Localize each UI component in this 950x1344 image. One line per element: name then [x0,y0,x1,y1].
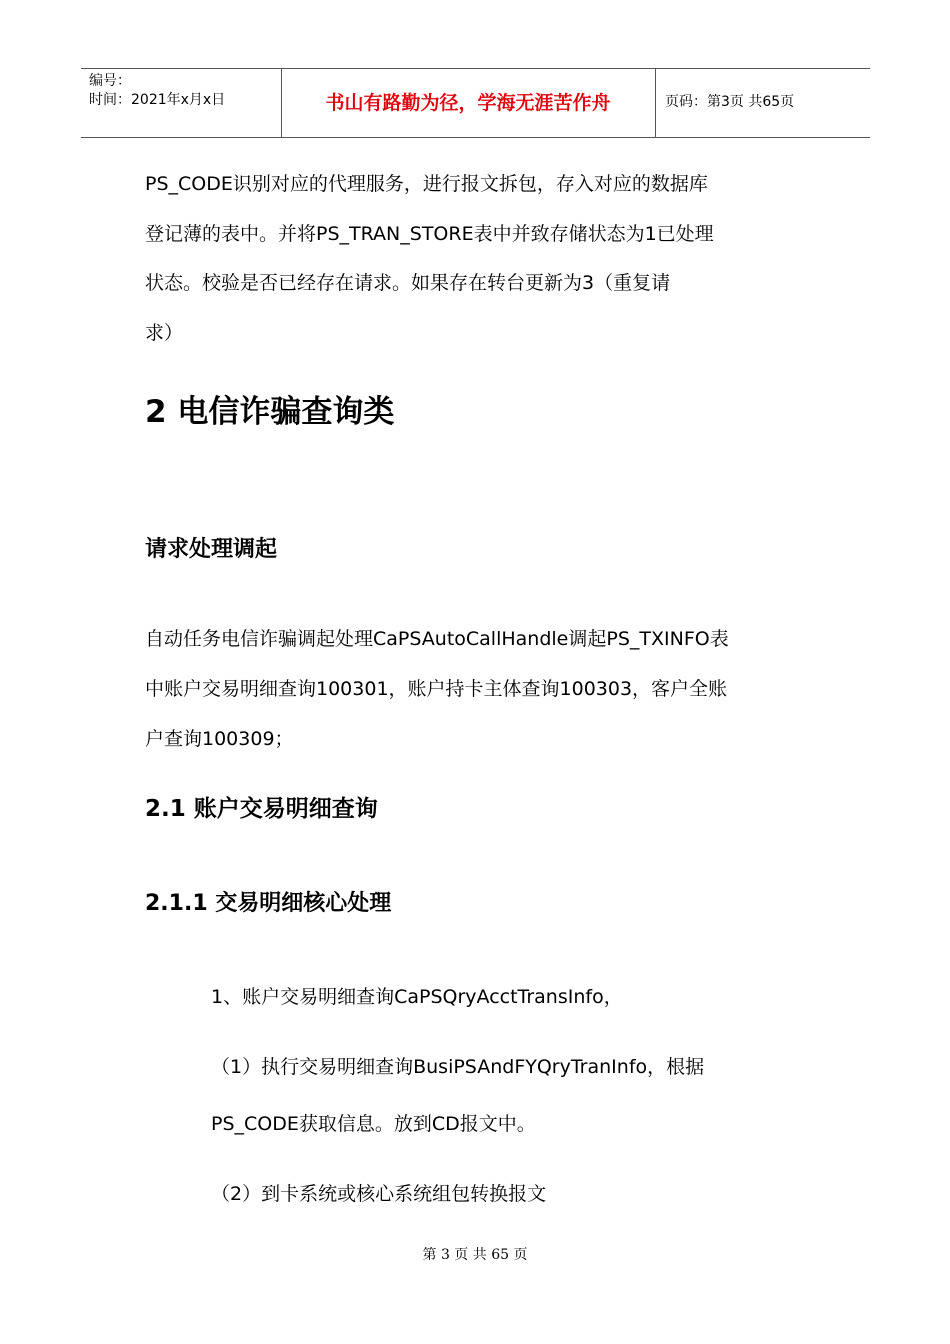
step-line: （2）到卡系统或核心系统组包转换报文 [211,1183,547,1205]
intro-line: PS_CODE识别对应的代理服务，进行报文拆包，存入对应的数据库 [145,173,708,195]
section-heading-2-1: 2.1 账户交易明细查询 [145,796,378,822]
header-motto: 书山有路勤为径，学海无涯苦作舟 [325,92,611,114]
intro-line: 求） [145,322,184,344]
header-page-number: 页码：第3页 共65页 [665,94,795,110]
intro-line: 状态。校验是否已经存在请求。如果存在转台更新为3（重复请 [145,272,671,294]
section-heading-2-1-1: 2.1.1 交易明细核心处理 [145,891,392,916]
header-page-cell [656,69,870,137]
page-header [81,68,870,138]
header-meta-cell [81,69,282,137]
section-heading-2: 2 电信诈骗查询类 [145,394,395,430]
step-line: （1）执行交易明细查询BusiPSAndFYQryTranInfo，根据 [211,1056,705,1078]
header-motto-cell [281,69,656,137]
request-line: 自动任务电信诈骗调起处理CaPSAutoCallHandle调起PS_TXINFO表 [145,628,729,650]
step-line: 1、账户交易明细查询CaPSQryAcctTransInfo， [211,986,623,1008]
request-line: 户查询100309； [145,728,294,750]
document-date-label: 时间：2021年x月x日 [89,92,226,108]
step-line: PS_CODE获取信息。放到CD报文中。 [211,1113,536,1135]
document-number-label: 编号： [89,73,131,89]
page-footer: 第 3 页 共 65 页 [422,1247,528,1263]
intro-line: 登记薄的表中。并将PS_TRAN_STORE表中并致存储状态为1已处理 [145,223,714,245]
subsection-heading-request: 请求处理调起 [145,537,278,562]
request-line: 中账户交易明细查询100301，账户持卡主体查询100303，客户全账 [145,678,728,700]
